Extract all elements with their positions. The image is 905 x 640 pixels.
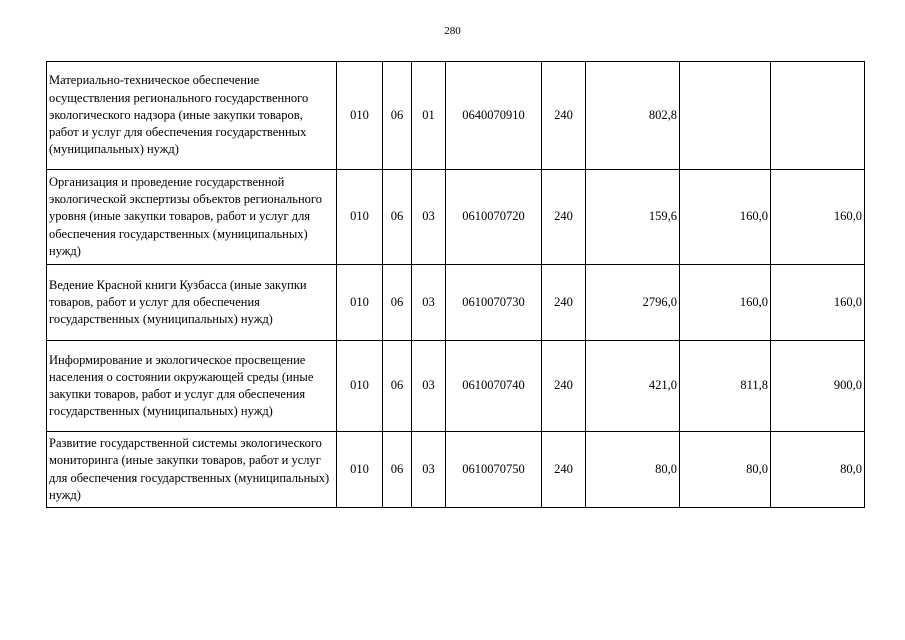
row-description: Ведение Красной книги Кузбасса (иные закупки товаров, работ и услуг для обеспечения государственных (муниципальных) нужд): [47, 265, 337, 341]
section-code: 06: [383, 62, 412, 170]
amount-year-3: 160,0: [771, 265, 865, 341]
row-description: Развитие государственной системы экологического мониторинга (иные закупки товаров, работ и услуг для обеспечения государственных (муниципальных) нужд): [47, 432, 337, 508]
expense-type-code: 240: [542, 265, 586, 341]
target-article-code: 0610070730: [446, 265, 542, 341]
budget-table: [46, 61, 865, 508]
row-description: Организация и проведение государственной экологической экспертизы объектов регионального уровня (иные закупки товаров, работ и услуг для обеспечения государственных (муниципальных) нужд): [47, 170, 337, 265]
subsection-code: 01: [412, 62, 446, 170]
expense-type-code: 240: [542, 432, 586, 508]
subsection-code: 03: [412, 341, 446, 432]
expense-type-code: 240: [542, 62, 586, 170]
table-row: [47, 341, 865, 432]
amount-year-1: 80,0: [586, 432, 680, 508]
target-article-code: 0610070720: [446, 170, 542, 265]
table-row: [47, 265, 865, 341]
ministry-code: 010: [337, 170, 383, 265]
subsection-code: 03: [412, 432, 446, 508]
ministry-code: 010: [337, 432, 383, 508]
subsection-code: 03: [412, 265, 446, 341]
amount-year-1: 421,0: [586, 341, 680, 432]
section-code: 06: [383, 265, 412, 341]
amount-year-2: 160,0: [680, 170, 771, 265]
amount-year-3: [771, 62, 865, 170]
section-code: 06: [383, 341, 412, 432]
amount-year-2: [680, 62, 771, 170]
subsection-code: 03: [412, 170, 446, 265]
row-description: Информирование и экологическое просвещение населения о состоянии окружающей среды (иные закупки товаров, работ и услуг для обеспечения государственных (муниципальных) нужд): [47, 341, 337, 432]
page-number: 280: [444, 25, 461, 37]
section-code: 06: [383, 432, 412, 508]
section-code: 06: [383, 170, 412, 265]
expense-type-code: 240: [542, 170, 586, 265]
target-article-code: 0610070740: [446, 341, 542, 432]
amount-year-2: 80,0: [680, 432, 771, 508]
amount-year-1: 159,6: [586, 170, 680, 265]
amount-year-1: 802,8: [586, 62, 680, 170]
ministry-code: 010: [337, 341, 383, 432]
amount-year-1: 2796,0: [586, 265, 680, 341]
ministry-code: 010: [337, 265, 383, 341]
expense-type-code: 240: [542, 341, 586, 432]
row-description: Материально-техническое обеспечение осуществления регионального государственного экологического надзора (иные закупки товаров, работ и услуг для обеспечения государственных (муниципальных) нужд): [47, 62, 337, 170]
table-row: [47, 432, 865, 508]
table-row: [47, 62, 865, 170]
amount-year-3: 160,0: [771, 170, 865, 265]
amount-year-2: 811,8: [680, 341, 771, 432]
ministry-code: 010: [337, 62, 383, 170]
amount-year-3: 900,0: [771, 341, 865, 432]
table-row: [47, 170, 865, 265]
target-article-code: 0640070910: [446, 62, 542, 170]
target-article-code: 0610070750: [446, 432, 542, 508]
amount-year-3: 80,0: [771, 432, 865, 508]
amount-year-2: 160,0: [680, 265, 771, 341]
